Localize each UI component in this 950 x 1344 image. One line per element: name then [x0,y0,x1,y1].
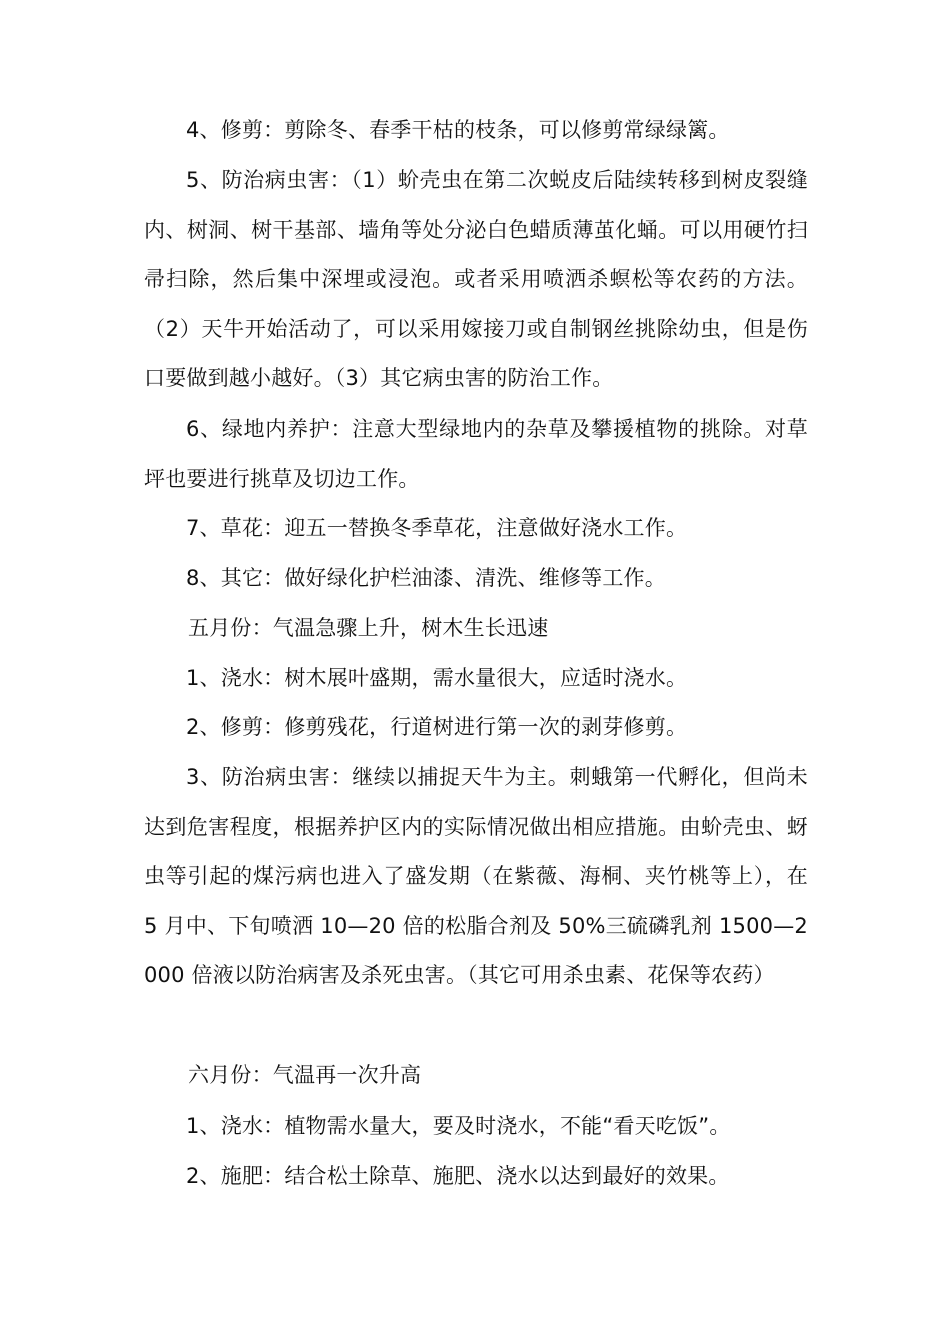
paragraph-pruning-april: 4、修剪：剪除冬、春季干枯的枝条，可以修剪常绿绿篱。 [186,118,730,142]
paragraph-flowers: 7、草花：迎五一替换冬季草花，注意做好浇水工作。 [186,516,688,540]
paragraph-fertilizing-june: 2、施肥：结合松土除草、施肥、浇水以达到最好的效果。 [186,1164,730,1188]
section-heading-may: 五月份：气温急骤上升，树木生长迅速 [188,616,549,640]
paragraph-pest-control-may: 3、防治病虫害：继续以捕捉天牛为主。刺蛾第一代孵化，但尚未达到危害程度，根据养护区内的实际情况做出相应措施。由蚧壳虫、蚜虫等引起的煤污病也进入了盛发期（在紫薇、海桐、夹竹桃等上），在 5 月中、下旬喷洒 10—20 倍的松脂合剂及 50%三硫磷乳剂 1500—2000 倍液以防治病害及杀死虫害。（其它可用杀虫素、花保等农药） [144,765,808,987]
paragraph-pruning-may: 2、修剪：修剪残花，行道树进行第一次的剥芽修剪。 [186,715,688,739]
paragraph-other-april: 8、其它：做好绿化护栏油漆、清洗、维修等工作。 [186,566,666,590]
paragraph-watering-may: 1、浇水：树木展叶盛期，需水量很大，应适时浇水。 [186,666,688,690]
paragraph-greenland-maintenance: 6、绿地内养护：注意大型绿地内的杂草及攀援植物的挑除。对草坪也要进行挑草及切边工作。 [144,417,808,491]
section-heading-june: 六月份：气温再一次升高 [188,1063,422,1087]
paragraph-pest-control-april: 5、防治病虫害：（1）蚧壳虫在第二次蜕皮后陆续转移到树皮裂缝内、树洞、树干基部、墙角等处分泌白色蜡质薄茧化蛹。可以用硬竹扫帚扫除，然后集中深埋或浸泡。或者采用喷洒杀螟松等农药的方法。（2）天牛开始活动了，可以采用嫁接刀或自制钢丝挑除幼虫，但是伤口要做到越小越好。（3）其它病虫害的防治工作。 [144,168,808,390]
paragraph-watering-june: 1、浇水：植物需水量大，要及时浇水，不能“看天吃饭”。 [186,1114,731,1138]
